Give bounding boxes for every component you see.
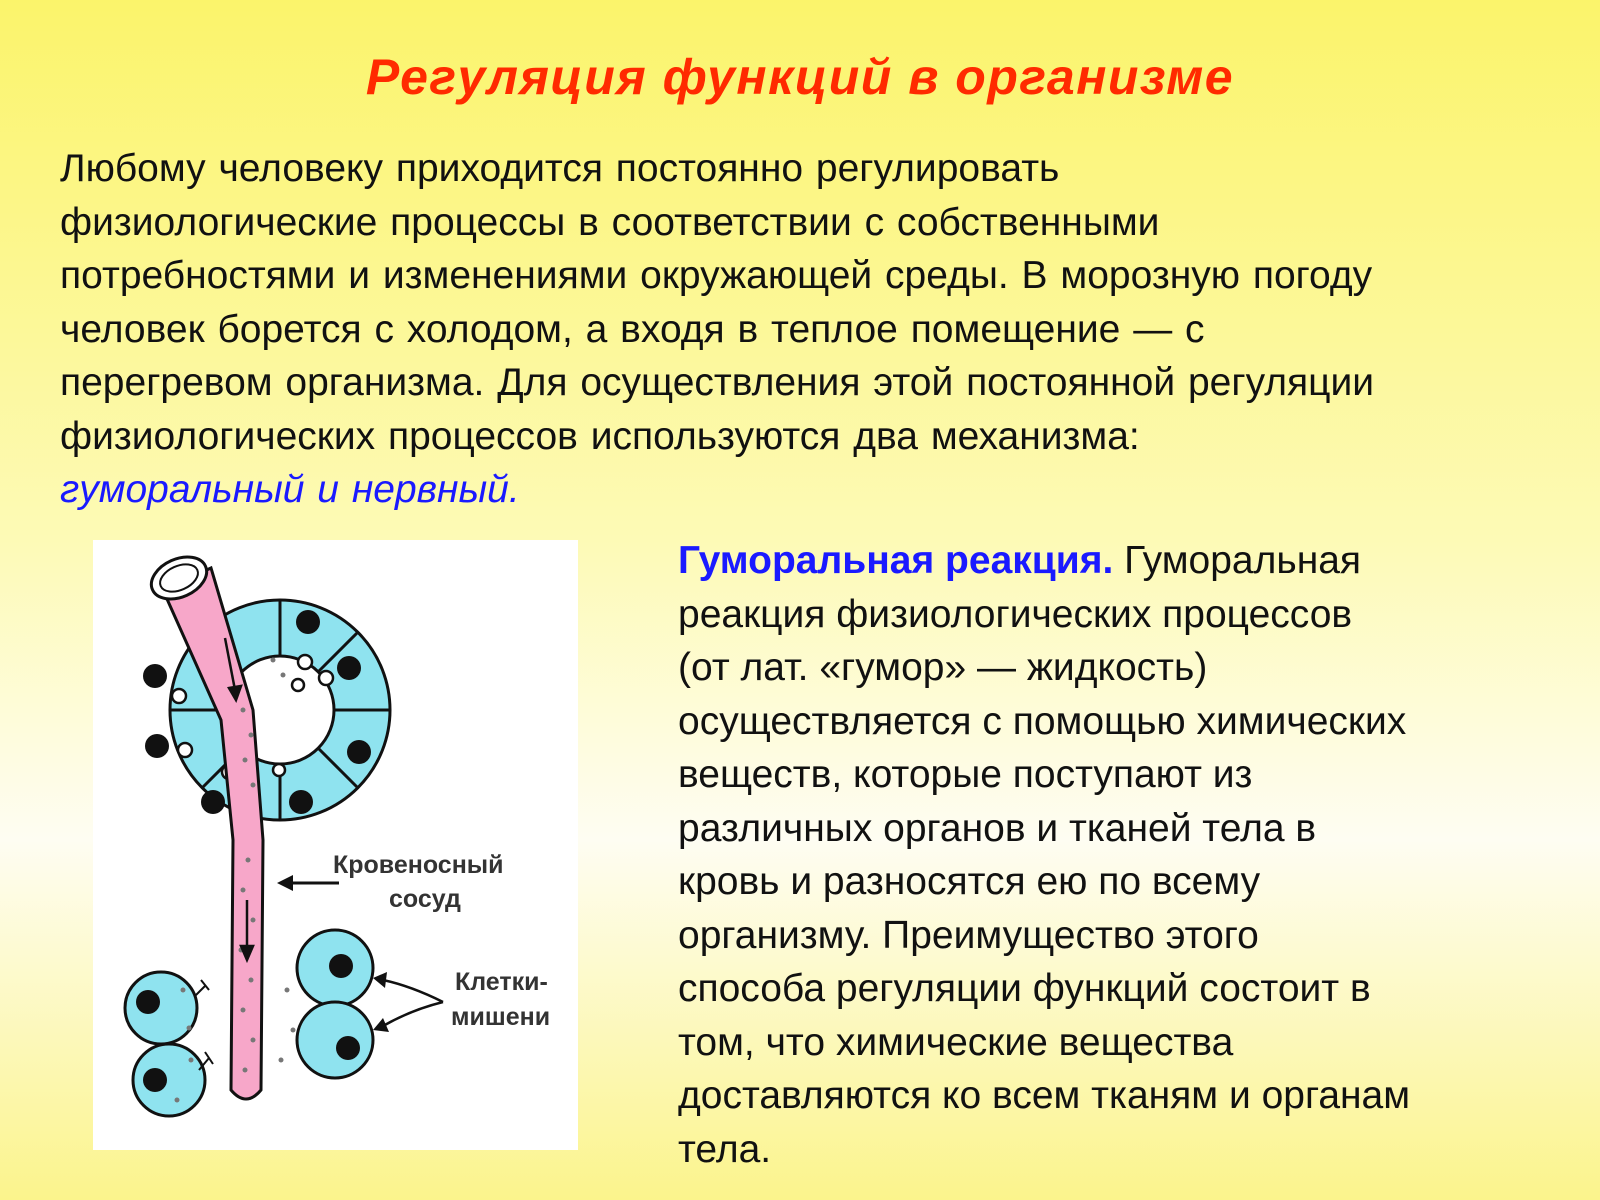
humoral-reaction-paragraph: [678, 534, 1578, 1176]
humoral-line: различных органов и тканей тела в: [678, 806, 1317, 850]
humoral-first-line: [678, 534, 1578, 588]
humoral-line: реакция физиологических процессов: [678, 592, 1353, 636]
humoral-line: доставляются ко всем тканям и органам: [678, 1074, 1411, 1117]
slide-title: Регуляция функций в организме: [365, 49, 1235, 105]
intro-line: Любому человеку приходится постоянно регулировать: [60, 147, 1060, 190]
humoral-line: способа регуляции функций состоит в: [678, 967, 1371, 1010]
intro-line: физиологические процессы в соответствии с собственными: [60, 200, 1160, 244]
humoral-line: тела.: [678, 1127, 772, 1171]
intro-line: человек борется с холодом, а входя в теплое помещение — с: [60, 307, 1205, 351]
target-cells-label: [373, 968, 550, 1032]
intro-line: перегревом организма. Для осуществления этой постоянной регуляции: [60, 361, 1375, 404]
humoral-first-line-rest: Гуморальная: [1113, 539, 1362, 582]
target-label-line-1: Клетки-: [455, 968, 548, 996]
humoral-diagram-illustration: [93, 540, 578, 1150]
intro-line: физиологических процессов используются два механизма:: [60, 414, 1140, 458]
humoral-line: (от лат. «гумор» — жидкость): [678, 646, 1208, 689]
humoral-line: том, что химические вещества: [678, 1020, 1234, 1064]
target-label-line-2: мишени: [451, 1003, 551, 1031]
humoral-line: веществ, которые поступают из: [678, 753, 1253, 796]
mechanisms-emphasis: гуморальный и нервный.: [60, 468, 520, 511]
vessel-label-line-2: сосуд: [389, 885, 461, 913]
humoral-term: Гуморальная реакция.: [678, 539, 1114, 582]
humoral-line: организму. Преимущество этого: [678, 913, 1259, 957]
humoral-line: кровь и разносятся ею по всему: [678, 860, 1261, 903]
vessel-label: [277, 851, 504, 913]
intro-paragraph: [60, 142, 1580, 517]
intro-line: потребностями и изменениями окружающей среды. В морозную погоду: [60, 254, 1373, 297]
humoral-line: осуществляется с помощью химических: [678, 699, 1407, 743]
vessel-label-line-1: Кровеносный: [333, 851, 504, 879]
humoral-diagram: [93, 540, 578, 1150]
